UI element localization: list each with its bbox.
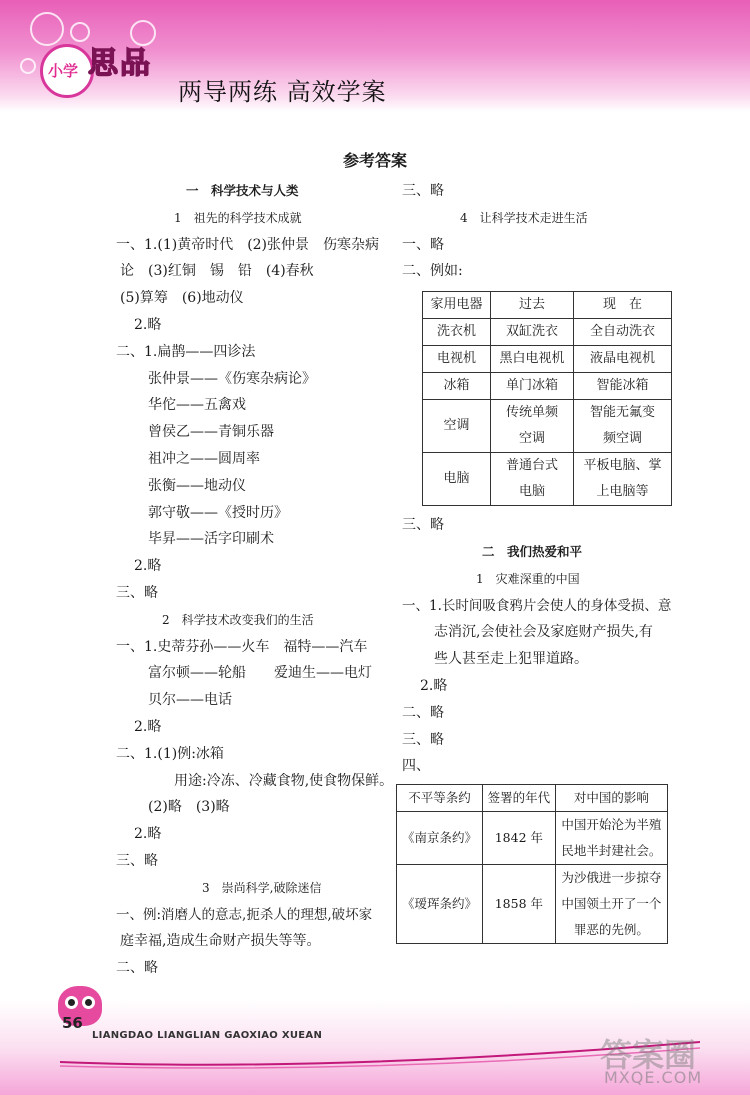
answer-line: 张仲景——《伤寒杂病论》	[148, 370, 316, 387]
owl-pupil	[68, 999, 75, 1006]
answer-line: 三、略	[402, 183, 444, 199]
answer-line: 一、1.史蒂芬孙——火车 福特——汽车	[116, 638, 368, 655]
answer-line: 志消沉,会使社会及家庭财产损失,有	[434, 624, 653, 641]
owl-pupil	[85, 999, 92, 1006]
table-cell: 1858 年	[482, 865, 555, 944]
page-number: 56	[62, 1014, 83, 1032]
watermark-logo: 答案圈	[600, 1036, 697, 1074]
answer-line: 二、略	[116, 960, 158, 977]
answer-line: 二、略	[402, 704, 444, 721]
answer-line: 贝尔——电话	[148, 692, 232, 709]
table-row	[397, 865, 668, 944]
cell-line: 民地半封建社会。	[561, 843, 662, 859]
answer-line: 祖冲之——圆周率	[148, 450, 260, 467]
lesson-heading: 2 科学技术改变我们的生活	[162, 612, 314, 627]
right-column	[402, 178, 682, 944]
section-heading: 二 我们热爱和平	[482, 543, 583, 559]
cell-line: 罪恶的先例。	[573, 922, 649, 938]
cell-line: 中国领土开了一个	[561, 896, 662, 912]
footer-pinyin: LIANGDAO LIANGLIAN GAOXIAO XUEAN	[92, 1030, 323, 1041]
table-header-cell: 现 在	[574, 292, 672, 319]
table-row	[423, 400, 672, 453]
table-cell: 单门冰箱	[491, 373, 574, 400]
answer-line: 一、1.(1)黄帝时代 (2)张仲景 伤寒杂病	[116, 236, 380, 253]
table-cell: 双缸洗衣	[491, 319, 574, 346]
table-row	[423, 453, 672, 506]
answer-line: 毕昇——活字印刷术	[148, 531, 274, 548]
series-title: 两导两练 高效学案	[178, 78, 387, 106]
cell-line: 中国开始沦为半殖	[561, 817, 662, 833]
answer-line: 三、略	[402, 731, 444, 748]
left-column	[116, 178, 394, 982]
lesson-heading: 4 让科学技术走进生活	[460, 210, 588, 225]
table-row	[423, 346, 672, 373]
answer-line: 2.略	[134, 826, 162, 843]
cell-line: 空调	[519, 431, 546, 447]
answer-line: 三、略	[116, 584, 158, 601]
answer-line: 四、	[402, 758, 430, 775]
cell-line: 智能无氟变	[590, 405, 656, 421]
watermark-url: MXQE.COM	[604, 1068, 703, 1087]
answer-line: 2.略	[420, 677, 448, 694]
owl-eye	[65, 996, 78, 1009]
lesson-heading: 1 灾难深重的中国	[476, 571, 580, 586]
answer-line: 曾侯乙——青铜乐器	[148, 424, 274, 441]
decor-bubble	[30, 12, 64, 46]
answer-line: 些人甚至走上犯罪道路。	[434, 651, 588, 668]
cell-line: 传统单频	[506, 405, 559, 421]
answer-line: 富尔顿——轮船 爱迪生——电灯	[148, 665, 372, 682]
table-cell: 洗衣机	[423, 319, 491, 346]
table-header-cell: 签署的年代	[482, 785, 555, 812]
decor-bubble	[70, 22, 90, 42]
table-cell: 全自动洗衣	[574, 319, 672, 346]
answer-line: 论 (3)红铜 锡 铅 (4)春秋	[120, 263, 314, 280]
decor-bubble	[20, 58, 36, 74]
cell-line: 上电脑等	[596, 484, 649, 500]
cell-line: 频空调	[603, 431, 643, 447]
logo-big-text: 思品	[88, 46, 152, 81]
table-cell	[574, 400, 672, 453]
table-cell: 《南京条约》	[397, 812, 483, 865]
table-header-row	[423, 292, 672, 319]
answer-line: 二、1.(1)例:冰箱	[116, 745, 224, 762]
table-cell	[555, 865, 667, 944]
table-row	[423, 319, 672, 346]
table-header-row	[397, 785, 668, 812]
section-heading: 一 科学技术与人类	[186, 183, 299, 198]
table-header-cell: 过去	[491, 292, 574, 319]
table-cell: 空调	[423, 400, 491, 453]
table-cell	[555, 812, 667, 865]
appliance-table	[422, 291, 672, 506]
owl-eye	[82, 996, 95, 1009]
answer-line: 一、1.长时间吸食鸦片会使人的身体受损、意	[402, 597, 672, 614]
answer-line: 华佗——五禽戏	[148, 397, 246, 414]
answer-line: 2.略	[134, 718, 162, 735]
answer-line: (5)算筹 (6)地动仪	[120, 290, 244, 307]
answer-line: (2)略 (3)略	[148, 799, 230, 816]
answer-line: 2.略	[134, 558, 162, 575]
answer-line: 二、例如:	[402, 263, 463, 280]
answer-line: 三、略	[402, 517, 444, 534]
cell-line: 为沙俄进一步掠夺	[561, 870, 662, 886]
table-header-cell: 家用电器	[423, 292, 491, 319]
answer-line: 庭幸福,造成生命财产损失等等。	[120, 933, 321, 950]
table-cell: 电视机	[423, 346, 491, 373]
table-header-cell: 对中国的影响	[555, 785, 667, 812]
table-cell: 智能冰箱	[574, 373, 672, 400]
table-row	[397, 812, 668, 865]
answer-line: 2.略	[134, 316, 162, 333]
answer-line: 一、略	[402, 236, 444, 253]
table-cell	[491, 453, 574, 506]
table-cell: 《瑷珲条约》	[397, 865, 483, 944]
cell-line: 普通台式	[506, 458, 559, 474]
cell-line: 电脑	[519, 484, 546, 500]
logo-small-text: 小学	[48, 62, 79, 80]
answer-line: 郭守敬——《授时历》	[148, 504, 288, 521]
lesson-heading: 1 祖先的科学技术成就	[174, 210, 302, 225]
answer-line: 用途:冷冻、冷藏食物,使食物保鲜。	[174, 772, 394, 789]
table-cell: 液晶电视机	[574, 346, 672, 373]
lesson-heading: 3 崇尚科学,破除迷信	[202, 880, 322, 895]
answer-line: 一、例:消磨人的意志,扼杀人的理想,破坏家	[116, 906, 373, 923]
table-cell: 1842 年	[482, 812, 555, 865]
table-cell: 黑白电视机	[491, 346, 574, 373]
table-cell	[491, 400, 574, 453]
cell-line: 平板电脑、掌	[583, 458, 662, 474]
answer-line: 二、1.扁鹊——四诊法	[116, 343, 256, 360]
table-cell: 冰箱	[423, 373, 491, 400]
page-title: 参考答案	[342, 151, 407, 170]
table-row	[423, 373, 672, 400]
table-header-cell: 不平等条约	[397, 785, 483, 812]
answer-line: 三、略	[116, 852, 158, 869]
table-cell	[574, 453, 672, 506]
treaty-table	[396, 784, 668, 944]
answer-line: 张衡——地动仪	[148, 477, 246, 494]
table-cell: 电脑	[423, 453, 491, 506]
